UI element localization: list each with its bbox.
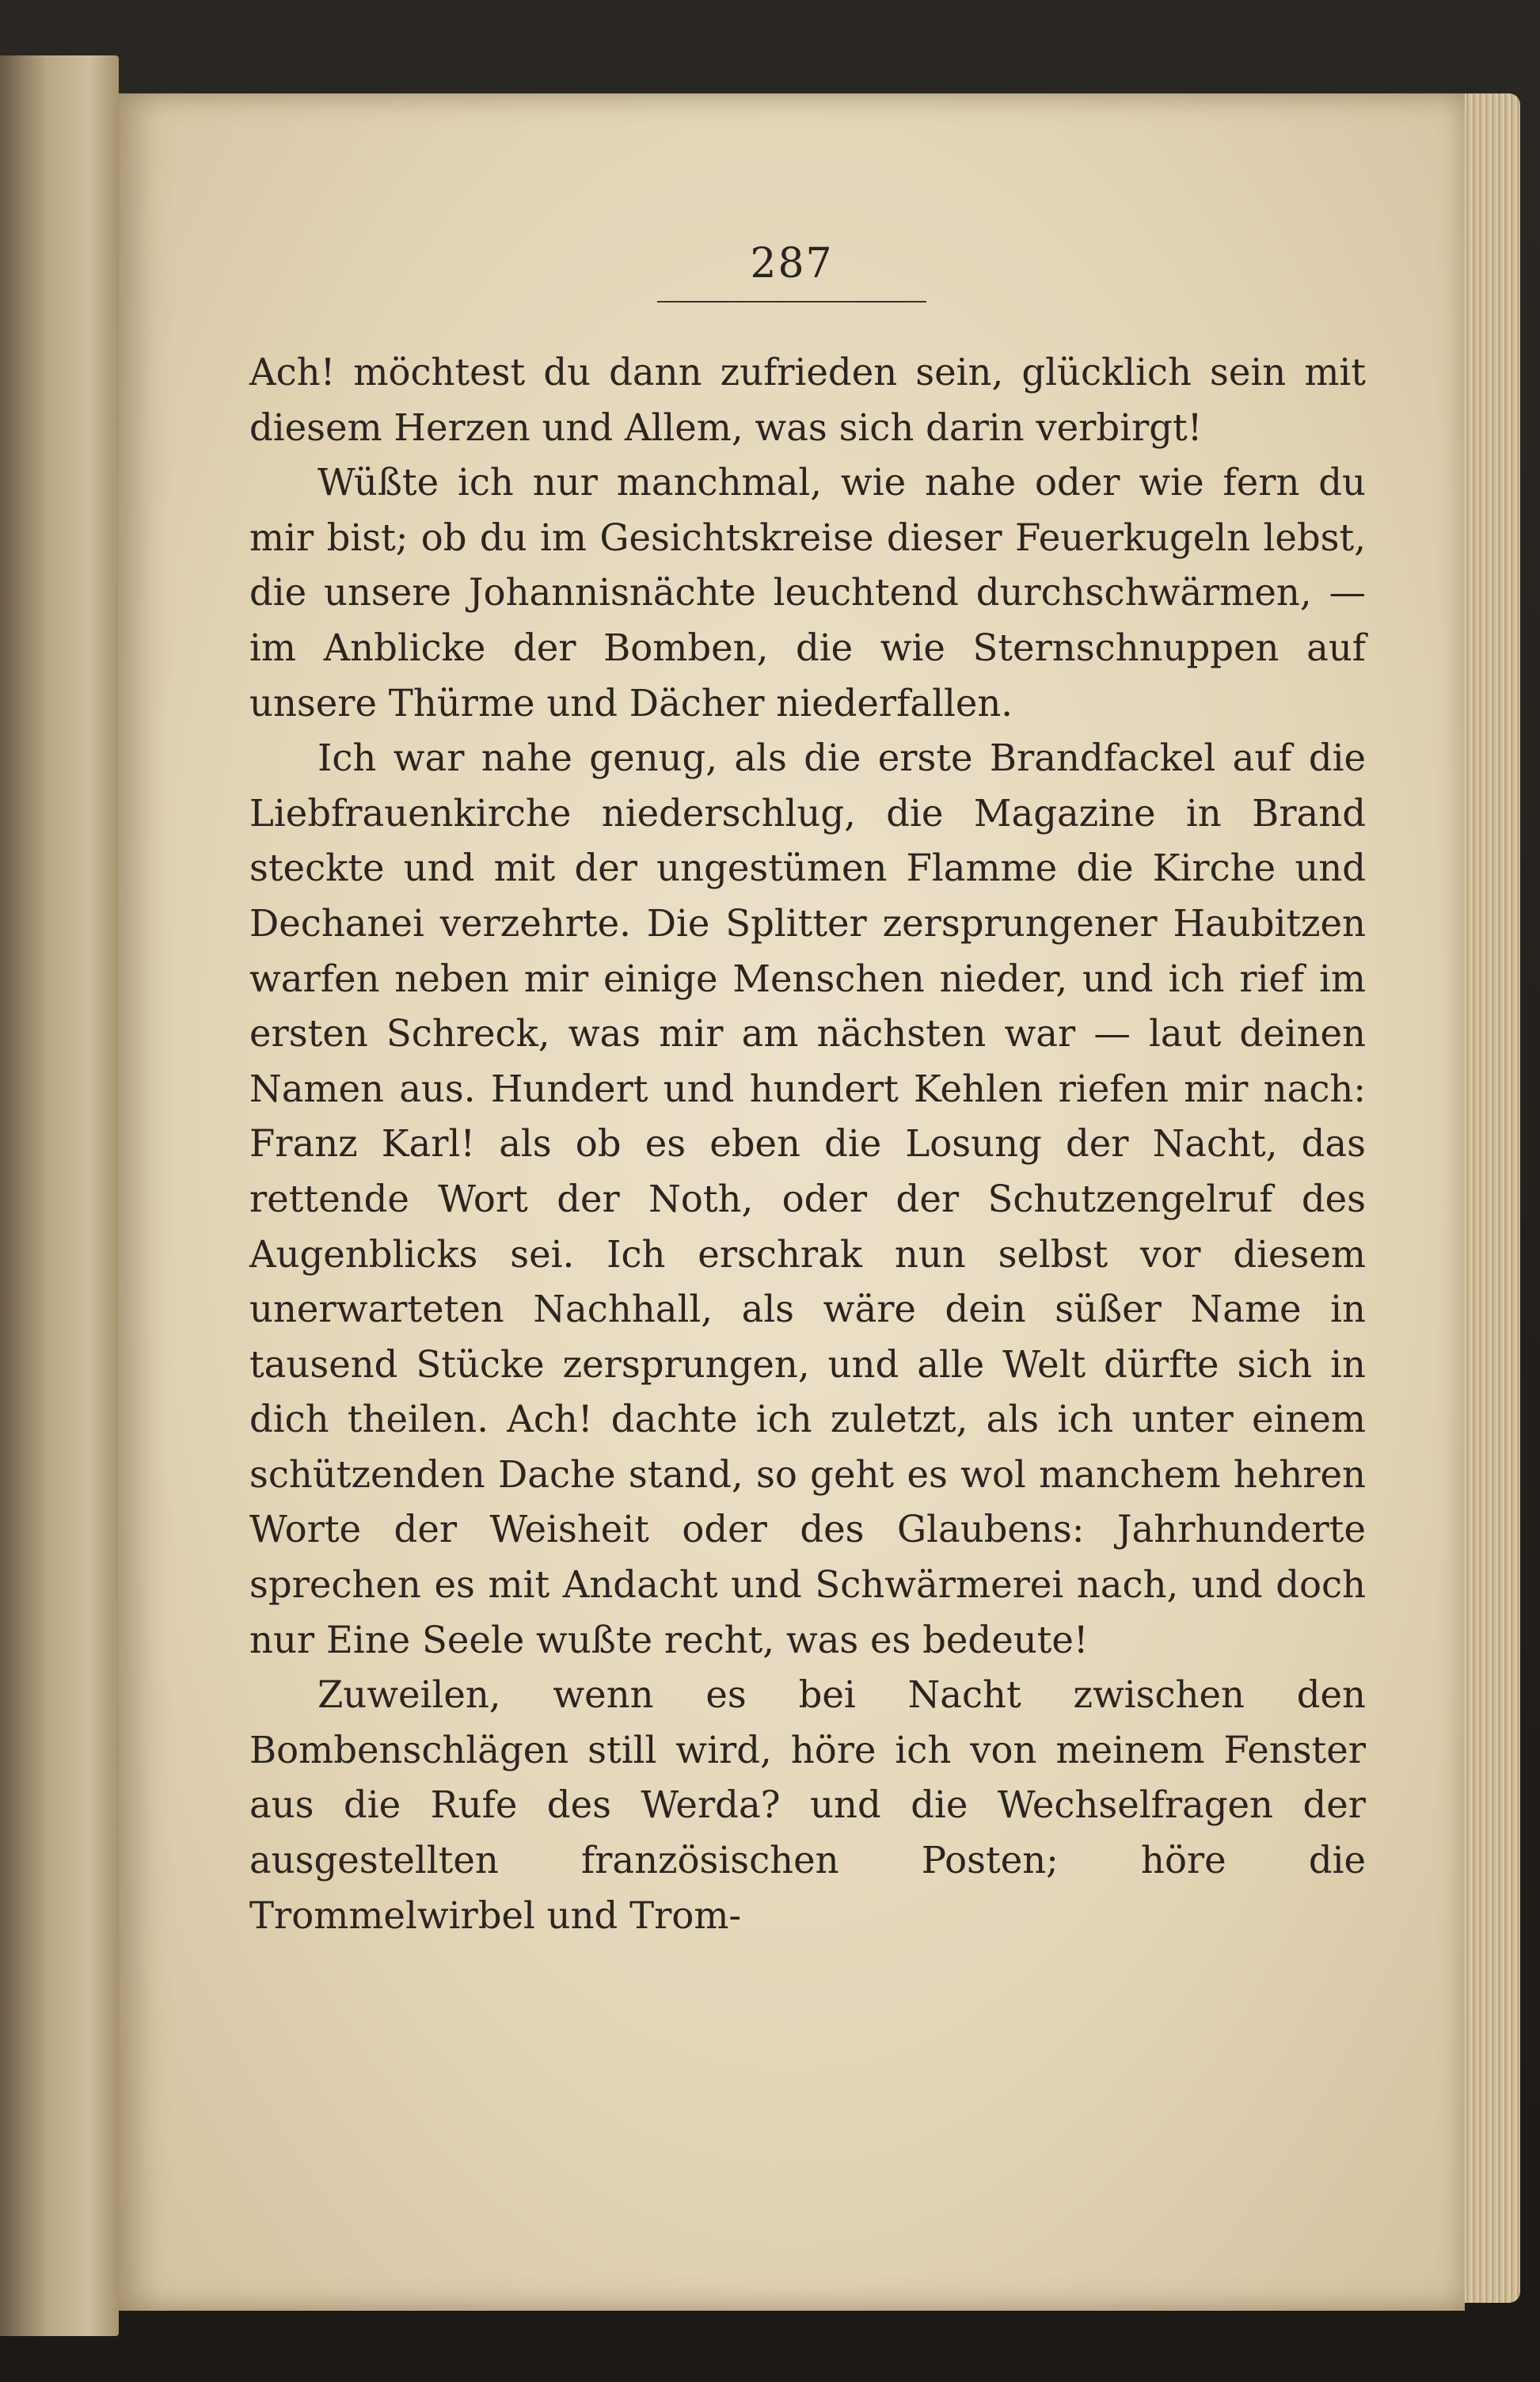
book-page [119,93,1465,2311]
header-rule [657,301,926,303]
paragraph: Wüßte ich nur manchmal, wie nahe oder wie fern du mir bist; ob du im Gesichtskreise dieser Feuerkugeln lebst, die unsere Johannisnächte leuchtend durchschwärmen, — im Anblicke der Bomben, die wie Sternschnuppen auf unsere Thürme und Dächer niederfallen. [249,461,1366,725]
paragraph: Zuweilen, wenn es bei Nacht zwischen den Bombenschlägen still wird, höre ich von meinem Fenster aus die Rufe des Werda? und die Wechselfragen der ausgestellten französischen Posten; höre die Trommelwirbel und Trom- [249,1673,1366,1937]
paragraph: Ich war nahe genug, als die erste Brandfackel auf die Liebfrauenkirche niederschlug, die Magazine in Brand steckte und mit der ungestümen Flamme die Kirche und Dechanei verzehrte. Die Splitter zersprungener Haubitzen warfen neben mir einige Menschen nieder, und ich rief im ersten Schreck, was mir am nächsten war — laut deinen Namen aus. Hundert und hundert Kehlen riefen mir nach: Franz Karl! als ob es eben die Losung der Nacht, das rettende Wort der Noth, oder der Schutzengelruf des Augenblicks sei. Ich erschrak nun selbst vor diesem unerwarteten Nachhall, als wäre dein süßer Name in tausend Stücke zersprungen, und alle Welt dürfte sich in dich theilen. Ach! dachte ich zuletzt, als ich unter einem schützenden Dache stand, so geht es wol manchem hehren Worte der Weisheit oder des Glaubens: Jahrhunderte sprechen es mit Andacht und Schwärmerei nach, und doch nur Eine Seele wußte recht, was es bedeute! [249,736,1366,1661]
left-page-edge [0,55,119,2336]
page-text [249,345,1366,1943]
page-stack-edges [1457,93,1520,2303]
paragraph: Ach! möchtest du dann zufrieden sein, glücklich sein mit diesem Herzen und Allem, was sich darin verbirgt! [249,351,1366,449]
page-number: 287 [750,240,834,287]
